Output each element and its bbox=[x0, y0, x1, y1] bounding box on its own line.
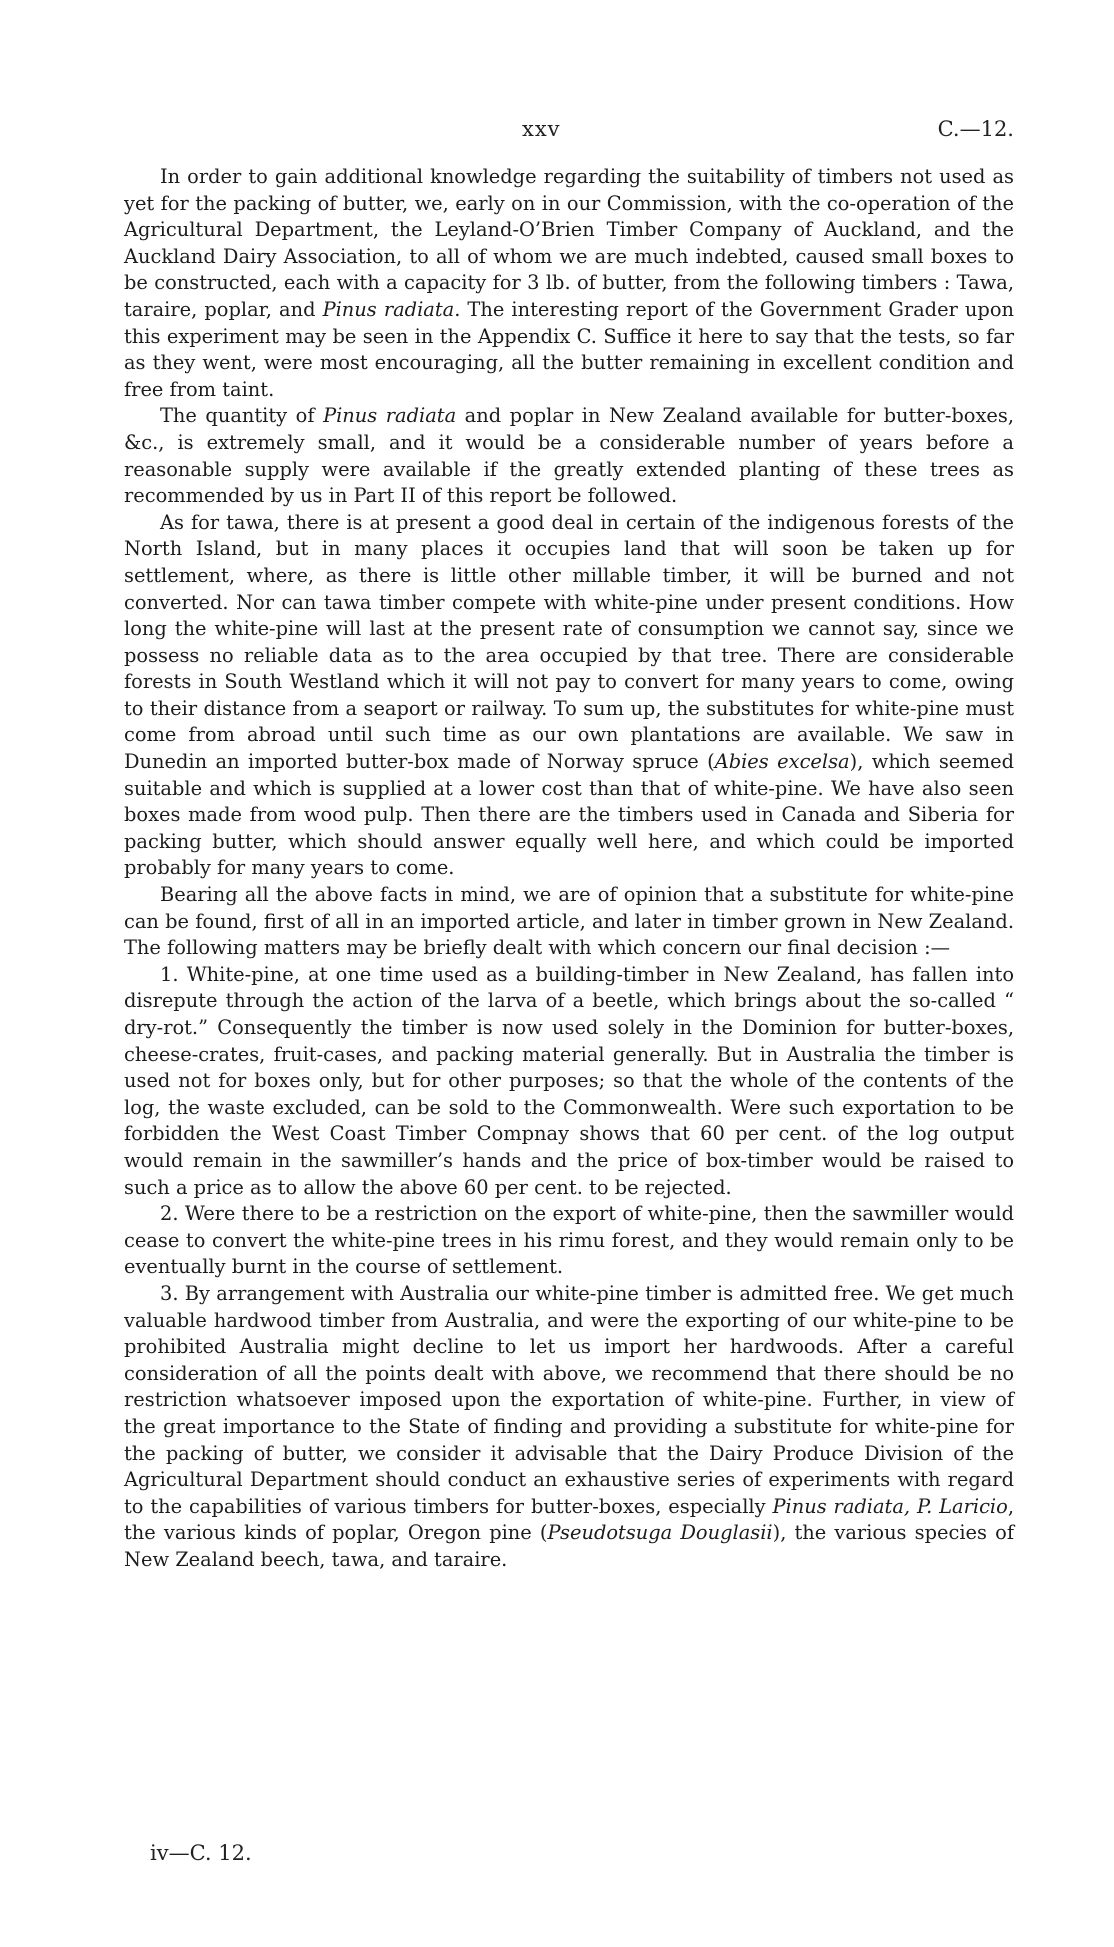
page-header bbox=[0, 117, 1114, 147]
text-run: 1. White-pine, at one time used as a building-timber in New Zealand, has fallen into disrepute through the action of the larva of a beetle, which brings about the so-called “ dry-rot.” Consequently the timber is now used solely in the Dominion for butter-boxes, cheese-crates, fruit-cases, and packing material generally. But in Australia the timber is used not for boxes only, but for other purposes; so that the whole of the contents of the log, the waste excluded, can be sold to the Commonwealth. Were such exportation to be forbidden the West Coast Timber Compnay shows that 60 per cent. of the log output would remain in the sawmiller’s hands and the price of box-timber would be raised to such a price as to allow the above 60 per cent. to be rejected. bbox=[124, 962, 1014, 1199]
page-number: xxv bbox=[522, 117, 561, 141]
paragraph bbox=[124, 962, 1014, 1201]
text-run: In order to gain additional knowledge regarding the suitability of timbers not used as yet for the packing of butter, we, early on in our Commission, with the co-operation of the Agricultural Department, the Leyland-O’Brien Timber Company of Auckland, and the Auckland Dairy Association, to all of whom we are much indebted, caused small boxes to be constructed, each with a capacity for 3 lb. of butter, from the following timbers : Tawa, taraire, poplar, and bbox=[124, 165, 1014, 321]
text-run: Bearing all the above facts in mind, we are of opinion that a substitute for white-pine can be found, first of all in an imported article, and later in timber grown in New Zealand. The following matters may be briefly dealt with which concern our final decision :— bbox=[124, 883, 1014, 960]
italic-text: Pseudotsuga Douglasii bbox=[547, 1521, 773, 1545]
paragraph bbox=[124, 510, 1014, 882]
text-run: , the various kinds of poplar, Oregon pine ( bbox=[124, 1494, 1014, 1545]
paragraph bbox=[124, 882, 1014, 962]
body-text bbox=[124, 164, 1014, 1573]
text-run: ), which seemed suitable and which is supplied at a lower cost than that of white-pine. We have also seen boxes made from wood pulp. Then there are the timbers used in Canada and Siberia for packing butter, which should answer equally well here, and which could be imported probably for many years to come. bbox=[124, 750, 1015, 880]
text-run: 3. By arrangement with Australia our white-pine timber is admitted free. We get much valuable hardwood timber from Australia, and were the exporting of our white-pine to be prohibited Australia might decline to let us import her hardwoods. After a careful consideration of all the points dealt with above, we recommend that there should be no restriction whatsoever imposed upon the exportation of white-pine. Further, in view of the great importance to the State of finding and providing a substitute for white-pine for the packing of butter, we consider it advisable that the Dairy Produce Division of the Agricultural Department should conduct an exhaustive series of experiments with regard to the capabilities of various timbers for butter-boxes, especially bbox=[124, 1281, 1014, 1518]
italic-text: Pinus radiata bbox=[322, 297, 455, 321]
italic-text: Pinus radiata bbox=[323, 404, 457, 428]
paragraph bbox=[124, 1281, 1014, 1574]
paragraph bbox=[124, 403, 1014, 509]
italic-text: Abies excelsa bbox=[714, 750, 850, 774]
text-run: 2. Were there to be a restriction on the export of white-pine, then the sawmiller would cease to convert the white-pine trees in his rimu forest, and they would remain only to be eventually burnt in the course of settlement. bbox=[124, 1202, 1014, 1279]
text-run: and poplar in New Zealand available for butter-boxes, &c., is extremely small, and it would be a considerable number of years before a reasonable supply were available if the greatly extended planting of these trees as recommended by us in Part II of this report be followed. bbox=[124, 404, 1014, 508]
paragraph bbox=[124, 1201, 1014, 1281]
text-run: The quantity of bbox=[160, 404, 324, 428]
text-run: . The interesting report of the Government Grader upon this experiment may be seen in the Appendix C. Suffice it here to say that the tests, so far as they went, were most encouraging, all the butter remaining in excellent condition and free from taint. bbox=[124, 297, 1014, 401]
page-footer: iv—C. 12. bbox=[150, 1841, 252, 1865]
italic-text: Pinus radiata, P. Laricio bbox=[772, 1494, 1008, 1518]
text-run: As for tawa, there is at present a good deal in certain of the indigenous forests of the North Island, but in many places it occupies land that will soon be taken up for settlement, where, as there is little other millable timber, it will be burned and not converted. Nor can tawa timber compete with white-pine under present conditions. How long the white-pine will last at the present rate of consumption we cannot say, since we possess no reliable data as to the area occupied by that tree. There are considerable forests in South Westland which it will not pay to convert for many years to come, owing to their distance from a seaport or railway. To sum up, the substitutes for white-pine must come from abroad until such time as our own plantations are available. We saw in Dunedin an imported butter-box made of Norway spruce ( bbox=[124, 510, 1014, 774]
document-reference: C.—12. bbox=[937, 117, 1014, 141]
paragraph bbox=[124, 164, 1014, 403]
text-run: ), the various species of New Zealand beech, tawa, and taraire. bbox=[124, 1521, 1014, 1571]
